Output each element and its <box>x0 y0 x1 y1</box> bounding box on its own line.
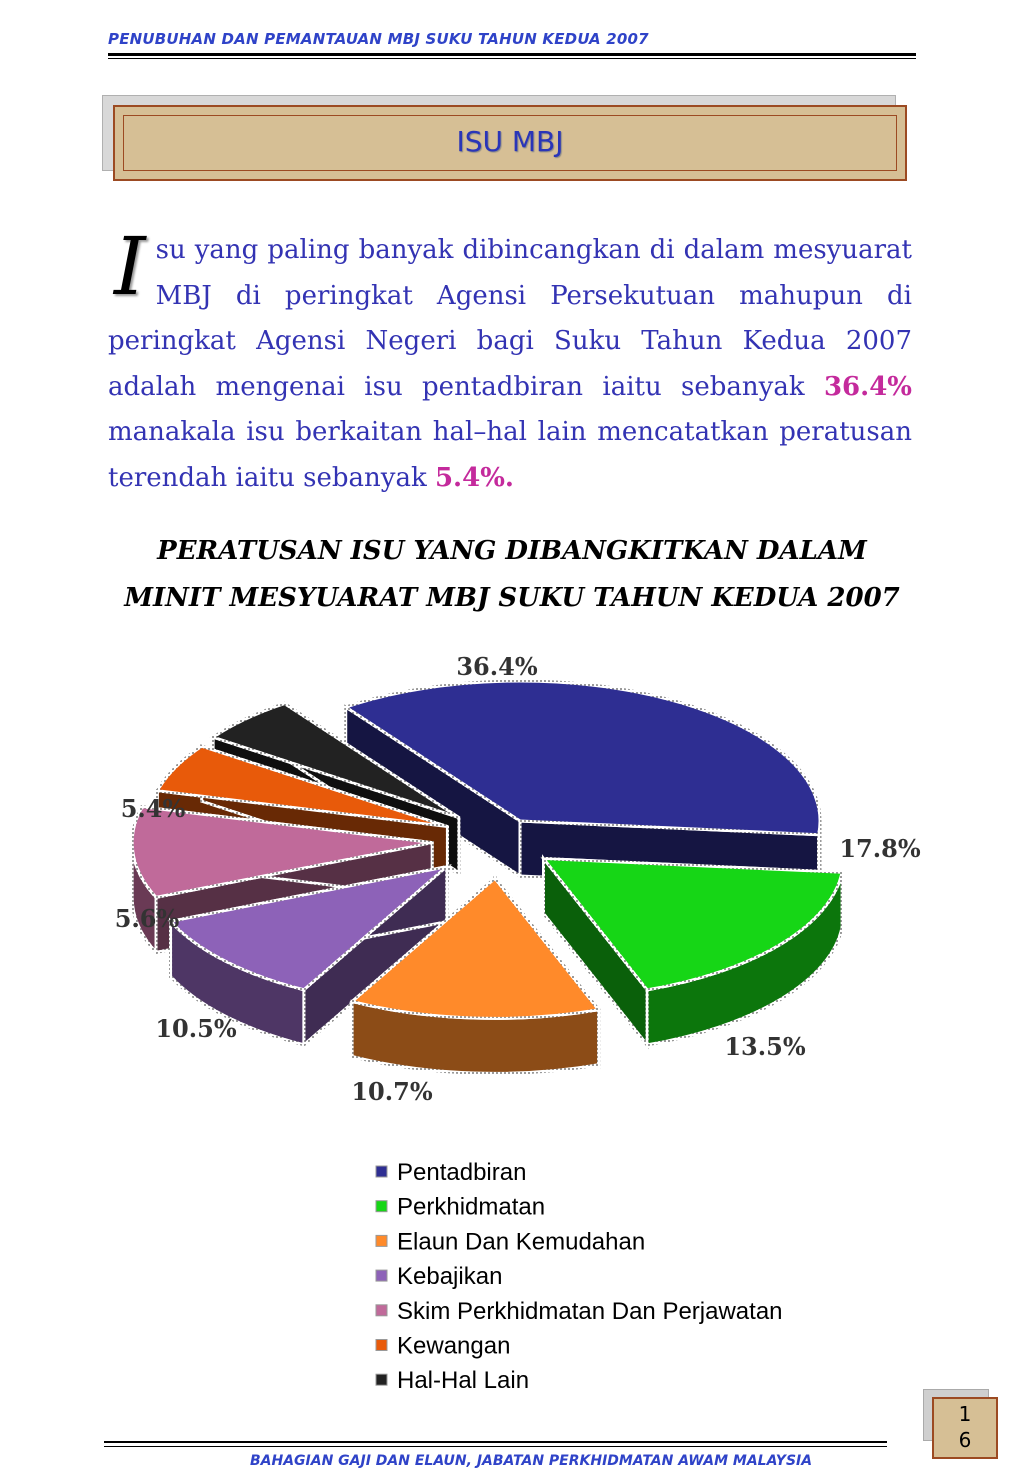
chart-title-line1: PERATUSAN ISU YANG DIBANGKITKAN DALAM <box>157 536 867 566</box>
legend-swatch-3 <box>376 1235 387 1246</box>
legend-swatch-4 <box>376 1270 387 1281</box>
legend-swatch-1 <box>376 1166 387 1177</box>
footer-rule-top <box>104 1441 887 1443</box>
legend-swatch-5 <box>376 1305 387 1316</box>
slice-label-7: 5.4% <box>120 794 186 823</box>
chart-title-line2: MINIT MESYUARAT MBJ SUKU TAHUN KEDUA 2007 <box>124 583 900 613</box>
legend-swatch-7 <box>376 1374 387 1385</box>
page-number-box <box>932 1397 998 1459</box>
slice-label-5: 10.5% <box>155 1014 237 1043</box>
legend-label-2: Perkhidmatan <box>397 1193 546 1221</box>
legend-swatch-2 <box>376 1201 387 1212</box>
slice-label-2: 17.8% <box>839 834 921 863</box>
highlight-percentage-1: 36.4% <box>823 371 912 402</box>
dropcap-letter: I <box>114 220 146 313</box>
slice-label-6: 5.6% <box>114 904 180 933</box>
slice-label-4: 10.7% <box>351 1077 433 1106</box>
highlight-percentage-2: 5.4%. <box>434 462 514 493</box>
slice-label-1: 36.4% <box>456 652 538 681</box>
legend-label-3: Elaun Dan Kemudahan <box>397 1228 646 1256</box>
legend-label-7: Hal-Hal Lain <box>397 1367 530 1395</box>
footer-rule-bottom <box>104 1446 887 1447</box>
legend-label-6: Kewangan <box>397 1332 511 1360</box>
paragraph-text-1: su yang paling banyak dibincangkan di dalam mesyuarat MBJ di peringkat Agensi Persekutuan mahupun di peringkat Agensi Negeri bagi Suku Tahun Kedua 2007 adalah mengenai isu pentadbiran iaitu sebanyak <box>108 235 912 402</box>
legend-label-1: Pentadbiran <box>397 1159 527 1186</box>
legend-label-4: Kebajikan <box>397 1263 503 1291</box>
banner-title: ISU MBJ <box>456 125 564 158</box>
paragraph-text-2: manakala isu berkaitan hal–hal lain mencatatkan peratusan terendah iaitu sebanyak <box>108 417 912 493</box>
footer-text: BAHAGIAN GAJI DAN ELAUN, JABATAN PERKHIDMATAN AWAM MALAYSIA <box>250 1453 813 1469</box>
slice-label-3: 13.5% <box>724 1032 806 1061</box>
legend-label-5: Skim Perkhidmatan Dan Perjawatan <box>397 1297 783 1325</box>
header-title: PENUBUHAN DAN PEMANTAUAN MBJ SUKU TAHUN KEDUA 2007 <box>108 30 649 48</box>
page-number-digit-1: 1 <box>958 1402 972 1426</box>
legend-swatch-6 <box>376 1340 387 1351</box>
page-number <box>934 1401 996 1453</box>
page-number-digit-2: 6 <box>958 1428 972 1452</box>
